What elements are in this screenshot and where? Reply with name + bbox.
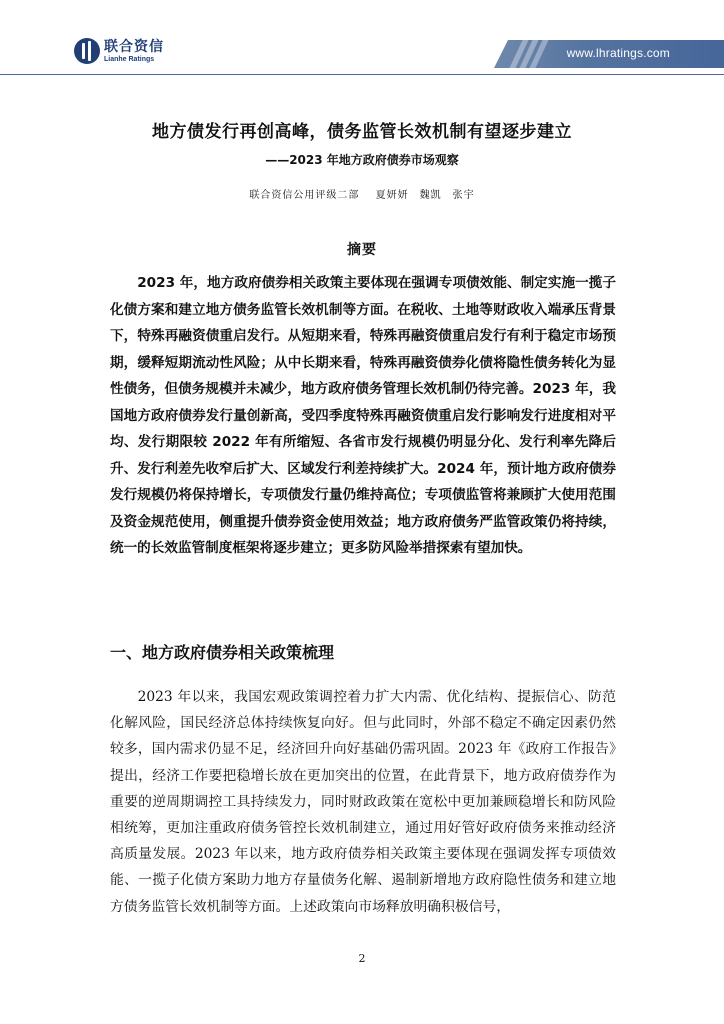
author-names: 夏妍妍 魏凯 张宇 <box>375 190 475 201</box>
logo-chinese-name: 联合资信 <box>104 38 164 55</box>
report-subtitle: ——2023 年地方政府债券市场观察 <box>265 153 459 167</box>
abstract-paragraph: 2023 年，地方政府债券相关政策主要体现在强调专项债效能、制定实施一揽子化债方案和建立地方债务监管长效机制等方面。在税收、土地等财政收入端承压背景下，特殊再融资债重启发行。从短期来看，特殊再融资债重启发行有利于稳定市场预期，缓释短期流动性风险；从中长期来看，特殊再融资债券化债将隐性债务转化为显性债务，但债务规模并未减少，地方政府债务管理长效机制仍待完善。2023 年，我国地方政府债券发行量创新高，受四季度特殊再融资债重启发行影响发行进度相对平均、发行期限较 2022 年有所缩短、各省市发行规模仍明显分化、发行利率先降后升、发行利差先收窄后扩大、区域发行利差持续扩大。2024 年，预计地方政府债券发行规模仍将保持增长，专项债发行量仍维持高位；专项债监管将兼顾扩大使用范围及资金规范使用，侧重提升债券资金使用效益；地方政府债务严监管政策仍将持续，统一的长效监管制度框架将逐步建立；更多防风险举措探索有望加快。 <box>110 275 616 556</box>
website-url: www.lhratings.com <box>566 46 670 60</box>
header-divider <box>0 74 724 75</box>
header-url-band <box>494 40 724 68</box>
section-paragraph: 2023 年以来，我国宏观政策调控着力扩大内需、优化结构、提振信心、防范化解风险，国民经济总体持续恢复向好。但与此同时，外部不稳定不确定因素仍然较多，国内需求仍显不足，经济回升向好基础仍需巩固。2023 年《政府工作报告》提出，经济工作要把稳增长放在更加突出的位置，在此背景下，地方政府债券作为重要的逆周期调控工具持续发力，同时财政政策在宽松中更加兼顾稳增长和防风险相统筹，更加注重政府债务管控长效机制建立，通过用好管好政府债务来推动经济高质量发展。2023 年以来，地方政府债券相关政策主要体现在强调发挥专项债效能、一揽子化债方案助力地方存量债务化解、遏制新增地方政府隐性债务和建立地方债务监管长效机制等方面。上述政策向市场释放明确积极信号， <box>110 689 616 915</box>
page-number: 2 <box>358 952 366 965</box>
page-header <box>0 0 724 84</box>
author-department: 联合资信公用评级二部 <box>249 190 360 201</box>
report-title: 地方债发行再创高峰，债务监管长效机制有望逐步建立 <box>152 122 572 142</box>
abstract-heading: 摘要 <box>347 242 377 258</box>
lianhe-logo-icon <box>74 38 100 64</box>
report-authors <box>0 186 724 201</box>
lianhe-logo <box>74 36 164 66</box>
section-heading-policy-review: 一、地方政府债券相关政策梳理 <box>110 643 335 662</box>
logo-english-name: Lianhe Ratings <box>104 55 155 63</box>
